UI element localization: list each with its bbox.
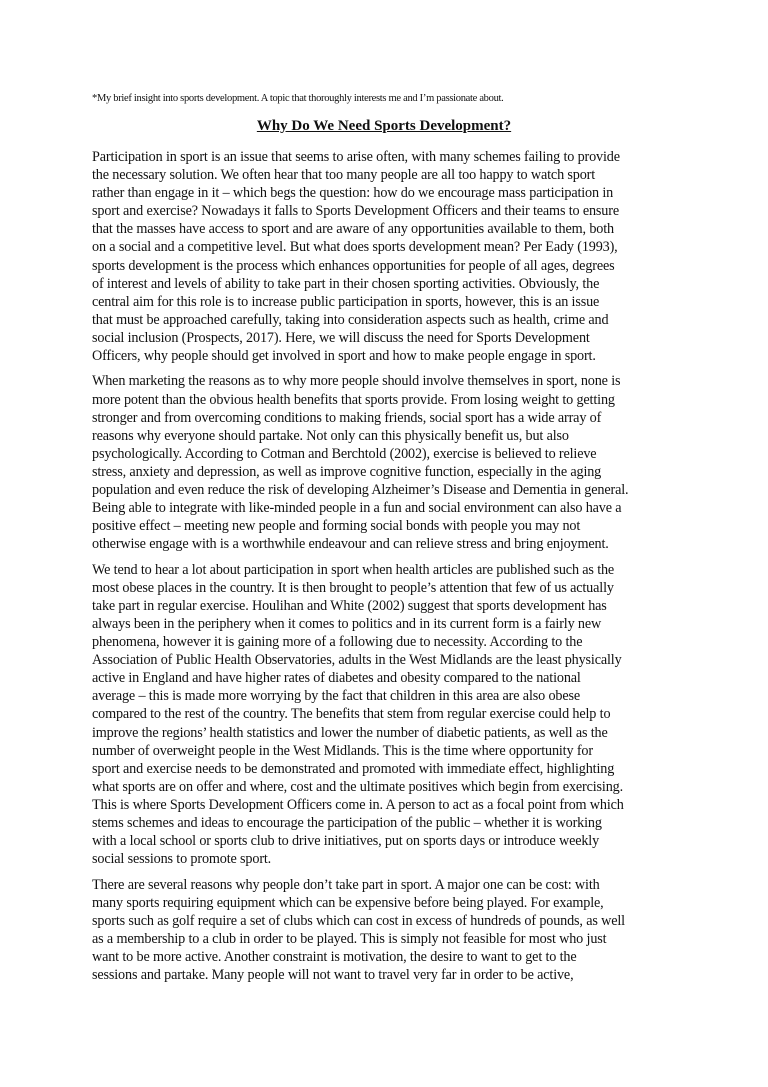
paragraph-line: active in England and have higher rates of diabetes and obesity compared to the national (92, 670, 581, 687)
paragraph-line: When marketing the reasons as to why more people should involve themselves in sport, none is (92, 373, 621, 390)
author-note: *My brief insight into sports development. A topic that thoroughly interests me and I’m passionate about. (92, 93, 504, 104)
paragraph-line: social inclusion (Prospects, 2017). Here, we will discuss the need for Sports Development (92, 329, 590, 346)
paragraph-line: We tend to hear a lot about participation in sport when health articles are published such as the (92, 561, 615, 578)
paragraph-line: Association of Public Health Observatories, adults in the West Midlands are the least physically (92, 652, 622, 669)
paragraph-line: stress, anxiety and depression, as well as improve cognitive function, especially in the aging (92, 463, 602, 480)
paragraph-line: stems schemes and ideas to encourage the participation of the public – whether it is working (92, 814, 602, 831)
paragraph-line: phenomena, however it is gaining more of a following due to necessity. According to the (92, 634, 583, 651)
paragraph-line: There are several reasons why people don’t take part in sport. A major one can be cost: with (92, 876, 600, 893)
document-body (92, 148, 682, 991)
paragraph-line: the necessary solution. We often hear that too many people are all too happy to watch sport (92, 167, 596, 184)
document-title: Why Do We Need Sports Development? (256, 118, 512, 134)
paragraph-line: positive effect – meeting new people and forming social bonds with people you may not (92, 518, 581, 535)
paragraph-line: that the masses have access to sport and are aware of any opportunities available to them, both (92, 221, 614, 238)
paragraph-line: rather than engage in it – which begs the question: how do we encourage mass participation in (92, 185, 614, 202)
paragraph-line: reasons why everyone should partake. Not only can this physically benefit us, but also (92, 427, 569, 444)
paragraph-line: average – this is made more worrying by the fact that children in this area are also obese (92, 688, 581, 705)
paragraph-line: Participation in sport is an issue that seems to arise often, with many schemes failing to provide (92, 149, 620, 165)
paragraph-line: Being able to integrate with like-minded people in a fun and social environment can also have a (92, 500, 622, 517)
paragraph-line: number of overweight people in the West Midlands. This is the time where opportunity for (92, 742, 593, 759)
paragraph (92, 561, 682, 869)
paragraph-line: sport and exercise? Nowadays it falls to Sports Development Officers and their teams to ensure (92, 203, 619, 220)
paragraph-line: Officers, why people should get involved in sport and how to make people engage in sport. (92, 348, 596, 365)
paragraph-line: on a social and a competitive level. But what does sports development mean? Per Eady (1993), (92, 239, 618, 256)
paragraph-line: most obese places in the country. It is then brought to people’s attention that few of us actually (92, 579, 614, 596)
paragraph (92, 876, 682, 985)
paragraph-line: sport and exercise needs to be demonstrated and promoted with immediate effect, highlighting (92, 760, 615, 777)
paragraph-line: social sessions to promote sport. (92, 851, 272, 868)
paragraph-line: improve the regions’ health statistics and lower the number of diabetic patients, as well as the (92, 724, 608, 741)
paragraph-line: psychologically. According to Cotman and Berchtold (2002), exercise is believed to relieve (92, 445, 597, 462)
paragraph-line: This is where Sports Development Officers come in. A person to act as a focal point from which (92, 796, 624, 813)
paragraph-line: take part in regular exercise. Houlihan and White (2002) suggest that sports development has (92, 597, 607, 614)
paragraph-line: as a membership to a club in order to be played. This is simply not feasible for most who just (92, 930, 607, 947)
paragraph-line: central aim for this role is to increase public participation in sports, however, this is an issue (92, 293, 600, 310)
paragraph-line: more potent than the obvious health benefits that sports provide. From losing weight to getting (92, 391, 615, 408)
paragraph-line: stronger and from overcoming conditions to making friends, social sport has a wide array of (92, 409, 602, 426)
paragraph-line: otherwise engage with is a worthwhile endeavour and can relieve stress and bring enjoyment. (92, 536, 609, 553)
paragraph-line: compared to the rest of the country. The benefits that stem from regular exercise could help to (92, 706, 611, 723)
paragraph-line: with a local school or sports club to drive initiatives, put on sports days or introduce weekly (92, 833, 600, 850)
paragraph-line: that must be approached carefully, taking into consideration aspects such as health, crime and (92, 311, 609, 328)
paragraph-line: what sports are on offer and where, cost and the ultimate positives which begin from exercising. (92, 778, 624, 795)
paragraph-line: of interest and levels of ability to take part in their chosen sporting activities. Obviously, the (92, 275, 600, 292)
paragraph-line: want to be more active. Another constraint is motivation, the desire to want to get to the (92, 948, 577, 965)
paragraph-line: many sports requiring equipment which can be expensive before being played. For example, (92, 894, 604, 911)
paragraph (92, 372, 682, 553)
paragraph-line: always been in the periphery when it comes to politics and in its current form is a fairly new (92, 615, 602, 632)
paragraph-line: sessions and partake. Many people will not want to travel very far in order to be active, (92, 967, 574, 984)
paragraph (92, 148, 682, 365)
paragraph-line: sports such as golf require a set of clubs which can cost in excess of hundreds of pounds, as well (92, 912, 625, 929)
paragraph-line: population and even reduce the risk of developing Alzheimer’s Disease and Dementia in general. (92, 481, 629, 498)
paragraph-line: sports development is the process which enhances opportunities for people of all ages, degrees (92, 257, 615, 274)
